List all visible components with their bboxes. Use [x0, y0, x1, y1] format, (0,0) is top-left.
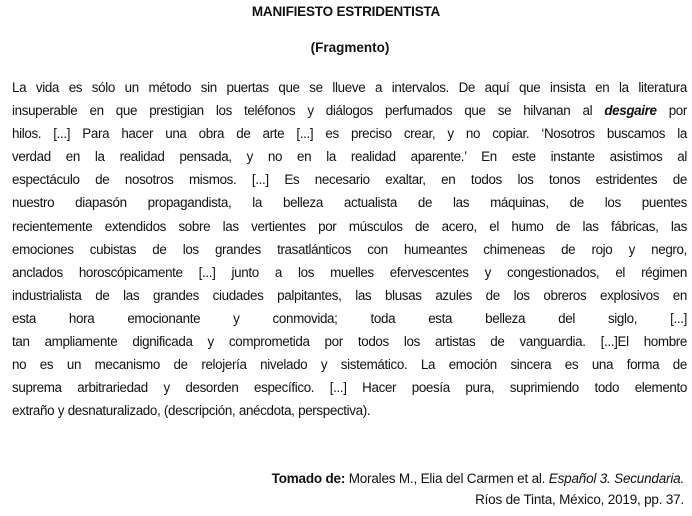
body-line-11: esta hora emocionante y conmovida; toda esta belleza del siglo, [...] [12, 310, 687, 326]
body-line-5: espectáculo de nosotros mismos. [...] Es necesario exaltar, en todos los tonos estridentes de [12, 172, 687, 188]
body-line-13: no es un mecanismo de relojería nivelado y sistemático. La emoción sincera es una forma de [12, 357, 687, 373]
emphasized-word: desgaire [604, 103, 657, 119]
citation-label: Tomado de: [271, 471, 346, 486]
body-line-2-after: por [656, 103, 688, 119]
document-title: MANIFIESTO ESTRIDENTISTA [251, 4, 441, 19]
citation-book-title: Español 3. Secundaria. [548, 471, 684, 486]
citation-line-1 [272, 468, 684, 489]
body-line-9: anclados horoscópicamente [...] junto a los muelles efervescentes y congestionados, el régimen [12, 264, 687, 280]
manifesto-body [12, 76, 687, 422]
body-line-15: extraño y desnaturalizado, (descripción, anécdota, perspectiva). [12, 403, 371, 419]
body-line-12: tan ampliamente dignificada y comprometida por todos los artistas de vanguardia. [...]El hombre [12, 334, 687, 350]
body-line-14: suprema arbitrariedad y desorden específico. [...] Hacer poesía pura, suprimiendo todo elemento [12, 380, 687, 396]
body-line-3: hilos. [...] Para hacer una obra de arte [...] es preciso crear, y no copiar. ‘Nosotros buscamos la [12, 126, 687, 142]
body-line-6: nuestro diapasón propagandista, la belleza actualista de las máquinas, de los puentes [12, 195, 687, 211]
body-line-4: verdad en la realidad pensada, y no en la realidad aparente.’ En este instante asistimos al [12, 149, 687, 165]
body-line-2 [12, 99, 687, 122]
body-line-2-before: insuperable en que prestigian los teléfonos y diálogos perfumados que se hilvanan al [12, 103, 605, 119]
document-subtitle: (Fragmento) [310, 40, 390, 55]
body-line-10: industrialista de las grandes ciudades palpitantes, las blusas azules de los obreros explosivos en [12, 287, 687, 303]
citation-authors: Morales M., Elia del Carmen et al. [345, 471, 549, 486]
citation-line-2: Ríos de Tinta, México, 2019, pp. 37. [475, 492, 684, 507]
source-citation [272, 468, 684, 510]
body-line-8: emociones cubistas de los grandes trasatlánticos con humeantes chimeneas de rojo y negro, [12, 241, 687, 257]
body-line-1: La vida es sólo un método sin puertas que se llueve a intervalos. De aquí que insista en la literatura [12, 80, 687, 95]
body-line-7: recientemente extendidos sobre las vertientes por músculos de acero, el humo de las fábricas, las [12, 218, 687, 234]
